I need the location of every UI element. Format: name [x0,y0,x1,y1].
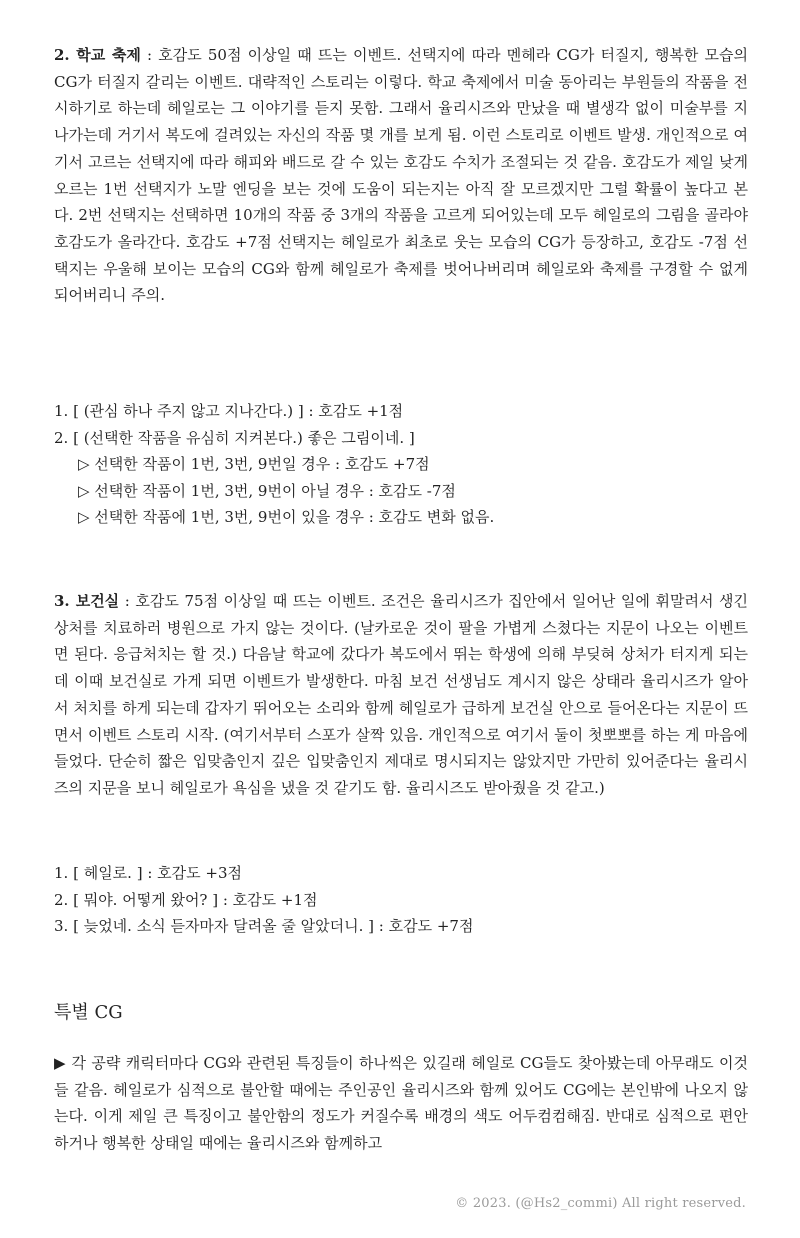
choice-item: 1. [ (관심 하나 주지 않고 지나간다.) ] : 호감도 +1점 [54,402,404,420]
section-body: : 호감도 50점 이상일 때 뜨는 이벤트. 선택지에 따라 멘헤라 CG가 터질지, 행복한 모습의 CG가 터질지 갈리는 이벤트. 대략적인 스토리는 이렇다. 학교 축제에서 미술 동아리는 부원들의 작품을 전시하기로 하는데 헤일로는 그 이야기를 듣지 못함. 그래서 율리시즈와 만났을 때 별생각 없이 미술부를 지나가는데 거기서 복도에 걸려있는 자신의 작품 몇 개를 보게 됨. 이런 스토리로 이벤트 발생. 개인적으로 여기서 고르는 선택지에 따라 해피와 배드로 갈 수 있는 호감도 수치가 조절되는 것 같음. 호감도가 제일 낮게 오르는 1번 선택지가 노말 엔딩을 보는 것에 도움이 되는지는 아직 잘 모르겠지만 그럴 확률이 높다고 본다. 2번 선택지는 선택하면 10개의 작품 중 3개의 작품을 고르게 되어있는데 모두 헤일로의 그림을 골라야 호감도가 올라간다. 호감도 +7점 선택지는 헤일로가 최초로 웃는 모습의 CG가 등장하고, 호감도 -7점 선택지는 우울해 보이는 모습의 CG와 함께 헤일로가 축제를 벗어나버리며 헤일로와 축제를 구경할 수 없게 되어버리니 주의. [54,46,748,305]
section-title: 2. 학교 축제 [54,46,141,64]
section-body: : 호감도 75점 이상일 때 뜨는 이벤트. 조건은 율리시즈가 집안에서 일어난 일에 휘말려서 생긴 상처를 치료하러 병원으로 가지 않는 것이다. (날카로운 것이 팔을 가볍게 스쳤다는 지문이 나오는 이벤트면 된다. 응급처치는 할 것.) 다음날 학교에 갔다가 복도에서 뛰는 학생에 의해 부딪혀 상처가 터지게 되는데 이때 보건실로 가게 되면 이벤트가 발생한다. 마침 보건 선생님도 계시지 않은 상태라 율리시즈가 알아서 처치를 하게 되는데 갑자기 뛰어오는 소리와 함께 헤일로가 급하게 보건실 안으로 들어온다는 지문이 뜨면서 이벤트 스토리 시작. (여기서부터 스포가 살짝 있음. 개인적으로 여기서 둘이 첫뽀뽀를 하는 게 마음에 들었다. 단순히 짧은 입맞춤인지 깊은 입맞춤인지 제대로 명시되지는 않았지만 가만히 있어준다는 율리시즈의 지문을 보니 헤일로가 욕심을 냈을 것 같기도 함. 율리시즈도 받아줬을 것 같고.) [54,592,748,797]
choice-item: 3. [ 늦었네. 소식 듣자마자 달려올 줄 알았더니. ] : 호감도 +7점 [54,917,474,936]
special-cg-body: ▶ 각 공략 캐릭터마다 CG와 관련된 특징들이 하나씩은 있길래 헤일로 CG들도 찾아봤는데 아무래도 이것들 같음. 헤일로가 심적으로 불안할 때에는 주인공인 율리시즈와 함께 있어도 CG에는 본인밖에 나오지 않는다. 이게 제일 큰 특징이고 불안함의 정도가 커질수록 배경의 색도 어두컴컴해짐. 반대로 심적으로 편안하거나 행복한 상태일 때에는 율리시즈와 함께하고 [54,1054,748,1153]
choice-list [54,860,748,940]
choice-item: 1. [ 헤일로. ] : 호감도 +3점 [54,864,242,882]
choice-item: 2. [ 뭐야. 어떻게 왔어? ] : 호감도 +1점 [54,890,318,909]
sub-choice-item: ▷ 선택한 작품이 1번, 3번, 9번이 아닐 경우 : 호감도 -7점 [78,481,456,500]
copyright-footer: © 2023. (@Hs2_commi) All right reserved. [455,1196,746,1211]
section-school-festival [54,42,748,309]
special-cg-heading: 특별 CG [54,1002,123,1023]
choice-list [54,398,748,531]
sub-choice-item: ▷ 선택한 작품에 1번, 3번, 9번이 있을 경우 : 호감도 변화 없음. [78,508,495,527]
sub-choice-item: ▷ 선택한 작품이 1번, 3번, 9번일 경우 : 호감도 +7점 [78,455,430,474]
choice-item: 2. [ (선택한 작품을 유심히 지켜본다.) 좋은 그림이네. ] [54,428,415,447]
section-infirmary [54,588,748,802]
section-title: 3. 보건실 [54,592,120,610]
